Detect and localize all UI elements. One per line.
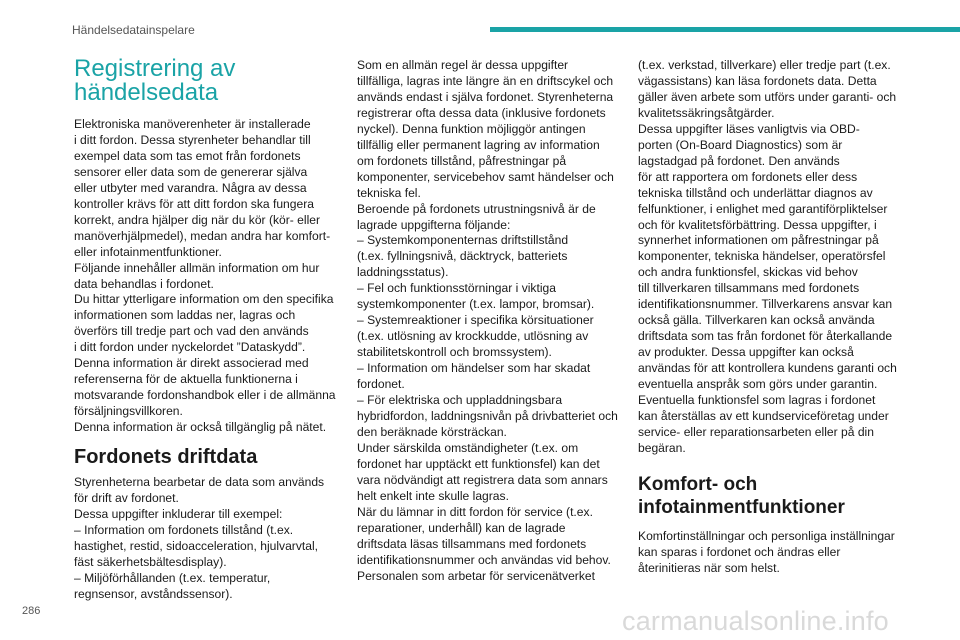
column-1 [74,57,346,603]
intro-paragraph: Elektroniska manöverenheter är installerade i ditt fordon. Dessa styrenheter behandlar till exempel data som tas emot från fordonets sensorer eller data som de genererar själva eller utbyter med varandra. Några av dessa kontroller krävs för att ditt fordon ska fungera korrekt, andra hjälper dig när du kör (kör- eller manöverhjälpmedel), medan andra har komfort- eller infotainmentfunktioner. Följande innehåller allmän information om hur data behandlas i fordonet. Du hittar ytterligare information om den specifika informationen som laddas ner, lagras och överförs till tredje part och vad den används i ditt fordon under nyckelordet ”Dataskydd”. Denna information är direkt associerad med referenserna för de aktuella funktionerna i motsvarande fordonshandbok eller i de allmänna försäljningsvillkoren. Denna information är också tillgänglig på nätet. [74,117,336,435]
page-title: Registrering av händelsedata [74,55,236,106]
header-accent-bar [490,27,960,32]
column-3 [638,58,906,577]
section-heading-driftdata: Fordonets driftdata [74,446,258,469]
page-number: 286 [22,605,41,617]
section-label: Händelsedatainspelare [72,23,195,37]
driftdata-paragraph: Styrenheterna bearbetar de data som används för drift av fordonet. Dessa uppgifter inkluderar till exempel: – Information om fordonets tillstånd (t.ex. hastighet, restid, sidoacceleration, hjulvarvtal, fäst säkerhetsbältesdisplay). – Miljöförhållanden (t.ex. temperatur, regnsensor, avståndssensor). [74,475,325,601]
service-paragraph: (t.ex. verkstad, tillverkare) eller tredje part (t.ex. vägassistans) kan läsa fordonets data. Detta gäller även arbete som utförs under garanti- och kvalitetssäkringsåtgärder. Dessa uppgifter läses vanligtvis via OBD- porten (On-Board Diagnostics) som är lagstadgad på fordonet. Den används för att rapportera om fordonets eller dess tekniska tillstånd och underlättar diagnos av felfunktioner, i enlighet med garantiförpliktelser och för kvalitetsförbättring. Dessa uppgifter, i synnerhet informationen om påfrestningar på komponenter, tekniska händelser, operatörsfel och andra funktionsfel, skickas vid behov till tillverkaren tillsammans med fordonets identifikationsnummer. Tillverkarens ansvar kan också gälla. Tillverkaren kan också använda driftsdata som tas från fordonet för återkallande av produkter. Dessa uppgifter kan också användas för att kontrollera kundens garanti och eventuella anspråk som görs under garantin. Eventuella funktionsfel som lagras i fordonet kan återställas av ett kundserviceföretag under service- eller reparationsarbeten eller på din begäran. [638,58,897,455]
section-heading-komfort: Komfort- och infotainmentfunktioner [638,473,845,518]
komfort-paragraph: Komfortinställningar och personliga inställningar kan sparas i fordonet och ändras eller återinitieras när som helst. [638,528,895,575]
column-2 [357,58,629,584]
storage-paragraph: Som en allmän regel är dessa uppgifter tillfälliga, lagras inte längre än en driftscykel och används endast i själva fordonet. Styrenheterna registrerar ofta dessa data (inklusive fordonets nyckel). Denna funktion möjliggör antingen tillfällig eller permanent lagring av information om fordonets tillstånd, påfrestningar på komponenter, servicebehov samt händelser och tekniska fel. Beroende på fordonets utrustningsnivå är de lagrade uppgifterna följande: – Systemkomponenternas driftstillstånd (t.ex. fyllningsnivå, däcktryck, batteriets laddningsstatus). – Fel och funktionsstörningar i viktiga systemkomponenter (t.ex. lampor, bromsar). – Systemreaktioner i specifika körsituationer (t.ex. utlösning av krockkudde, utlösning av stabilitetskontroll och bromssystem). – Information om händelser som har skadat fordonet. – För elektriska och uppladdningsbara hybridfordon, laddningsnivån på drivbatteriet och den beräknade körsträckan. Under särskilda omständigheter (t.ex. om fordonet har upptäckt ett funktionsfel) kan det vara nödvändigt att registrera data som annars helt enkelt inte skulle lagras. När du lämnar in ditt fordon för service (t.ex. reparationer, underhåll) kan de lagrade driftsdata läsas tillsammans med fordonets identifikationsnummer och användas vid behov. Personalen som arbetar för servicenätverket [357,58,618,583]
watermark: carmanualsonline.info [622,606,889,636]
